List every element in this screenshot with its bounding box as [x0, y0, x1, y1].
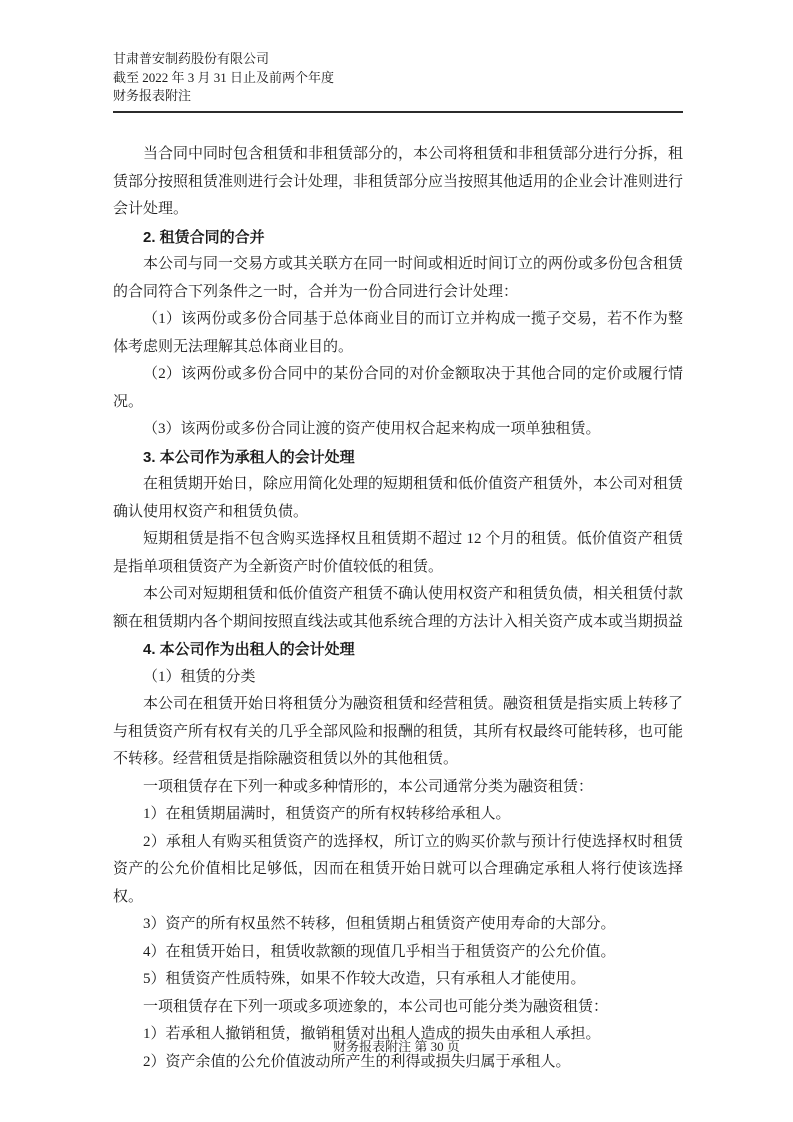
list-item: 2）资产余值的公允价值波动所产生的利得或损失归属于承租人。 [143, 1053, 571, 1070]
paragraph: 一项租赁存在下列一项或多项迹象的，本公司也可能分类为融资租赁： [143, 998, 609, 1015]
paragraph: 一项租赁存在下列一种或多种情形的，本公司通常分类为融资租赁： [143, 778, 594, 795]
list-item: 4）在租赁开始日，租赁收款额的现值几乎相当于租赁资产的公允价值。 [143, 943, 616, 960]
list-item: 3）资产的所有权虽然不转移，但租赁期占租赁资产使用寿命的大部分。 [143, 916, 616, 932]
list-item: 1）在租赁期届满时，租赁资产的所有权转移给承租人。 [143, 806, 511, 822]
paragraph: （3）该两份或多份合同让渡的资产使用权合起来构成一项单独租赁。 [143, 421, 601, 437]
document-body [113, 141, 683, 1076]
section-heading: 4. 本公司作为出租人的会计处理 [143, 641, 355, 658]
paragraph: 在租赁期开始日，除应用简化处理的短期租赁和低价值资产租赁外，本公司对租赁确认使用权资产和租赁负债。 [113, 476, 684, 520]
header-period: 截至 2022 年 3 月 31 日止及前两个年度 [113, 69, 335, 85]
document-header [113, 50, 683, 113]
paragraph: 短期租赁是指不包含购买选择权且租赁期不超过 12 个月的租赁。低价值资产租赁是指单项租赁资产为全新资产时价值较低的租赁。 [113, 531, 683, 575]
paragraph: 当合同中同时包含租赁和非租赁部分的，本公司将租赁和非租赁部分进行分拆，租赁部分按照租赁准则进行会计处理，非租赁部分应当按照其他适用的企业会计准则进行会计处理。 [113, 146, 684, 217]
header-doc-title: 财务报表附注 [113, 88, 192, 103]
paragraph: （1）该两份或多份合同基于总体商业目的而订立并构成一揽子交易，若不作为整体考虑则无法理解其总体商业目的。 [113, 311, 683, 355]
list-item: 2）承租人有购买租赁资产的选择权，所订立的购买价款与预计行使选择权时租赁资产的公允价值相比足够低，因而在租赁开始日就可以合理确定承租人将行使该选择权。 [113, 833, 683, 905]
paragraph: （1）租赁的分类 [143, 668, 256, 685]
paragraph: （2）该两份或多份合同中的某份合同的对价金额取决于其他合同的定价或履行情况。 [113, 366, 683, 410]
header-company-name: 甘肃普安制药股份有限公司 [113, 51, 270, 66]
paragraph: 本公司与同一交易方或其关联方在同一时间或相近时间订立的两份或多份包含租赁的合同符合下列条件之一时，合并为一份合同进行会计处理： [113, 256, 684, 300]
list-item: 1）若承租人撤销租赁，撤销租赁对出租人造成的损失由承租人承担。 [143, 1026, 601, 1042]
section-heading: 2. 租赁合同的合并 [143, 228, 265, 246]
footer-page-label: 财务报表附注 第 30 页 [333, 1039, 460, 1054]
list-item: 5）租赁资产性质特殊，如果不作较大改造，只有承租人才能使用。 [143, 971, 586, 987]
section-heading: 3. 本公司作为承租人的会计处理 [143, 448, 355, 466]
paragraph: 本公司对短期租赁和低价值资产租赁不确认使用权资产和租赁负债，相关租赁付款额在租赁期内各个期间按照直线法或其他系统合理的方法计入相关资产成本或当期损益 [113, 586, 684, 630]
paragraph: 本公司在租赁开始日将租赁分为融资租赁和经营租赁。融资租赁是指实质上转移了与租赁资产所有权有关的几乎全部风险和报酬的租赁，其所有权最终可能转移，也可能不转移。经营租赁是指除融资租赁以外的其他租赁。 [113, 696, 684, 767]
page-footer [0, 1038, 793, 1056]
